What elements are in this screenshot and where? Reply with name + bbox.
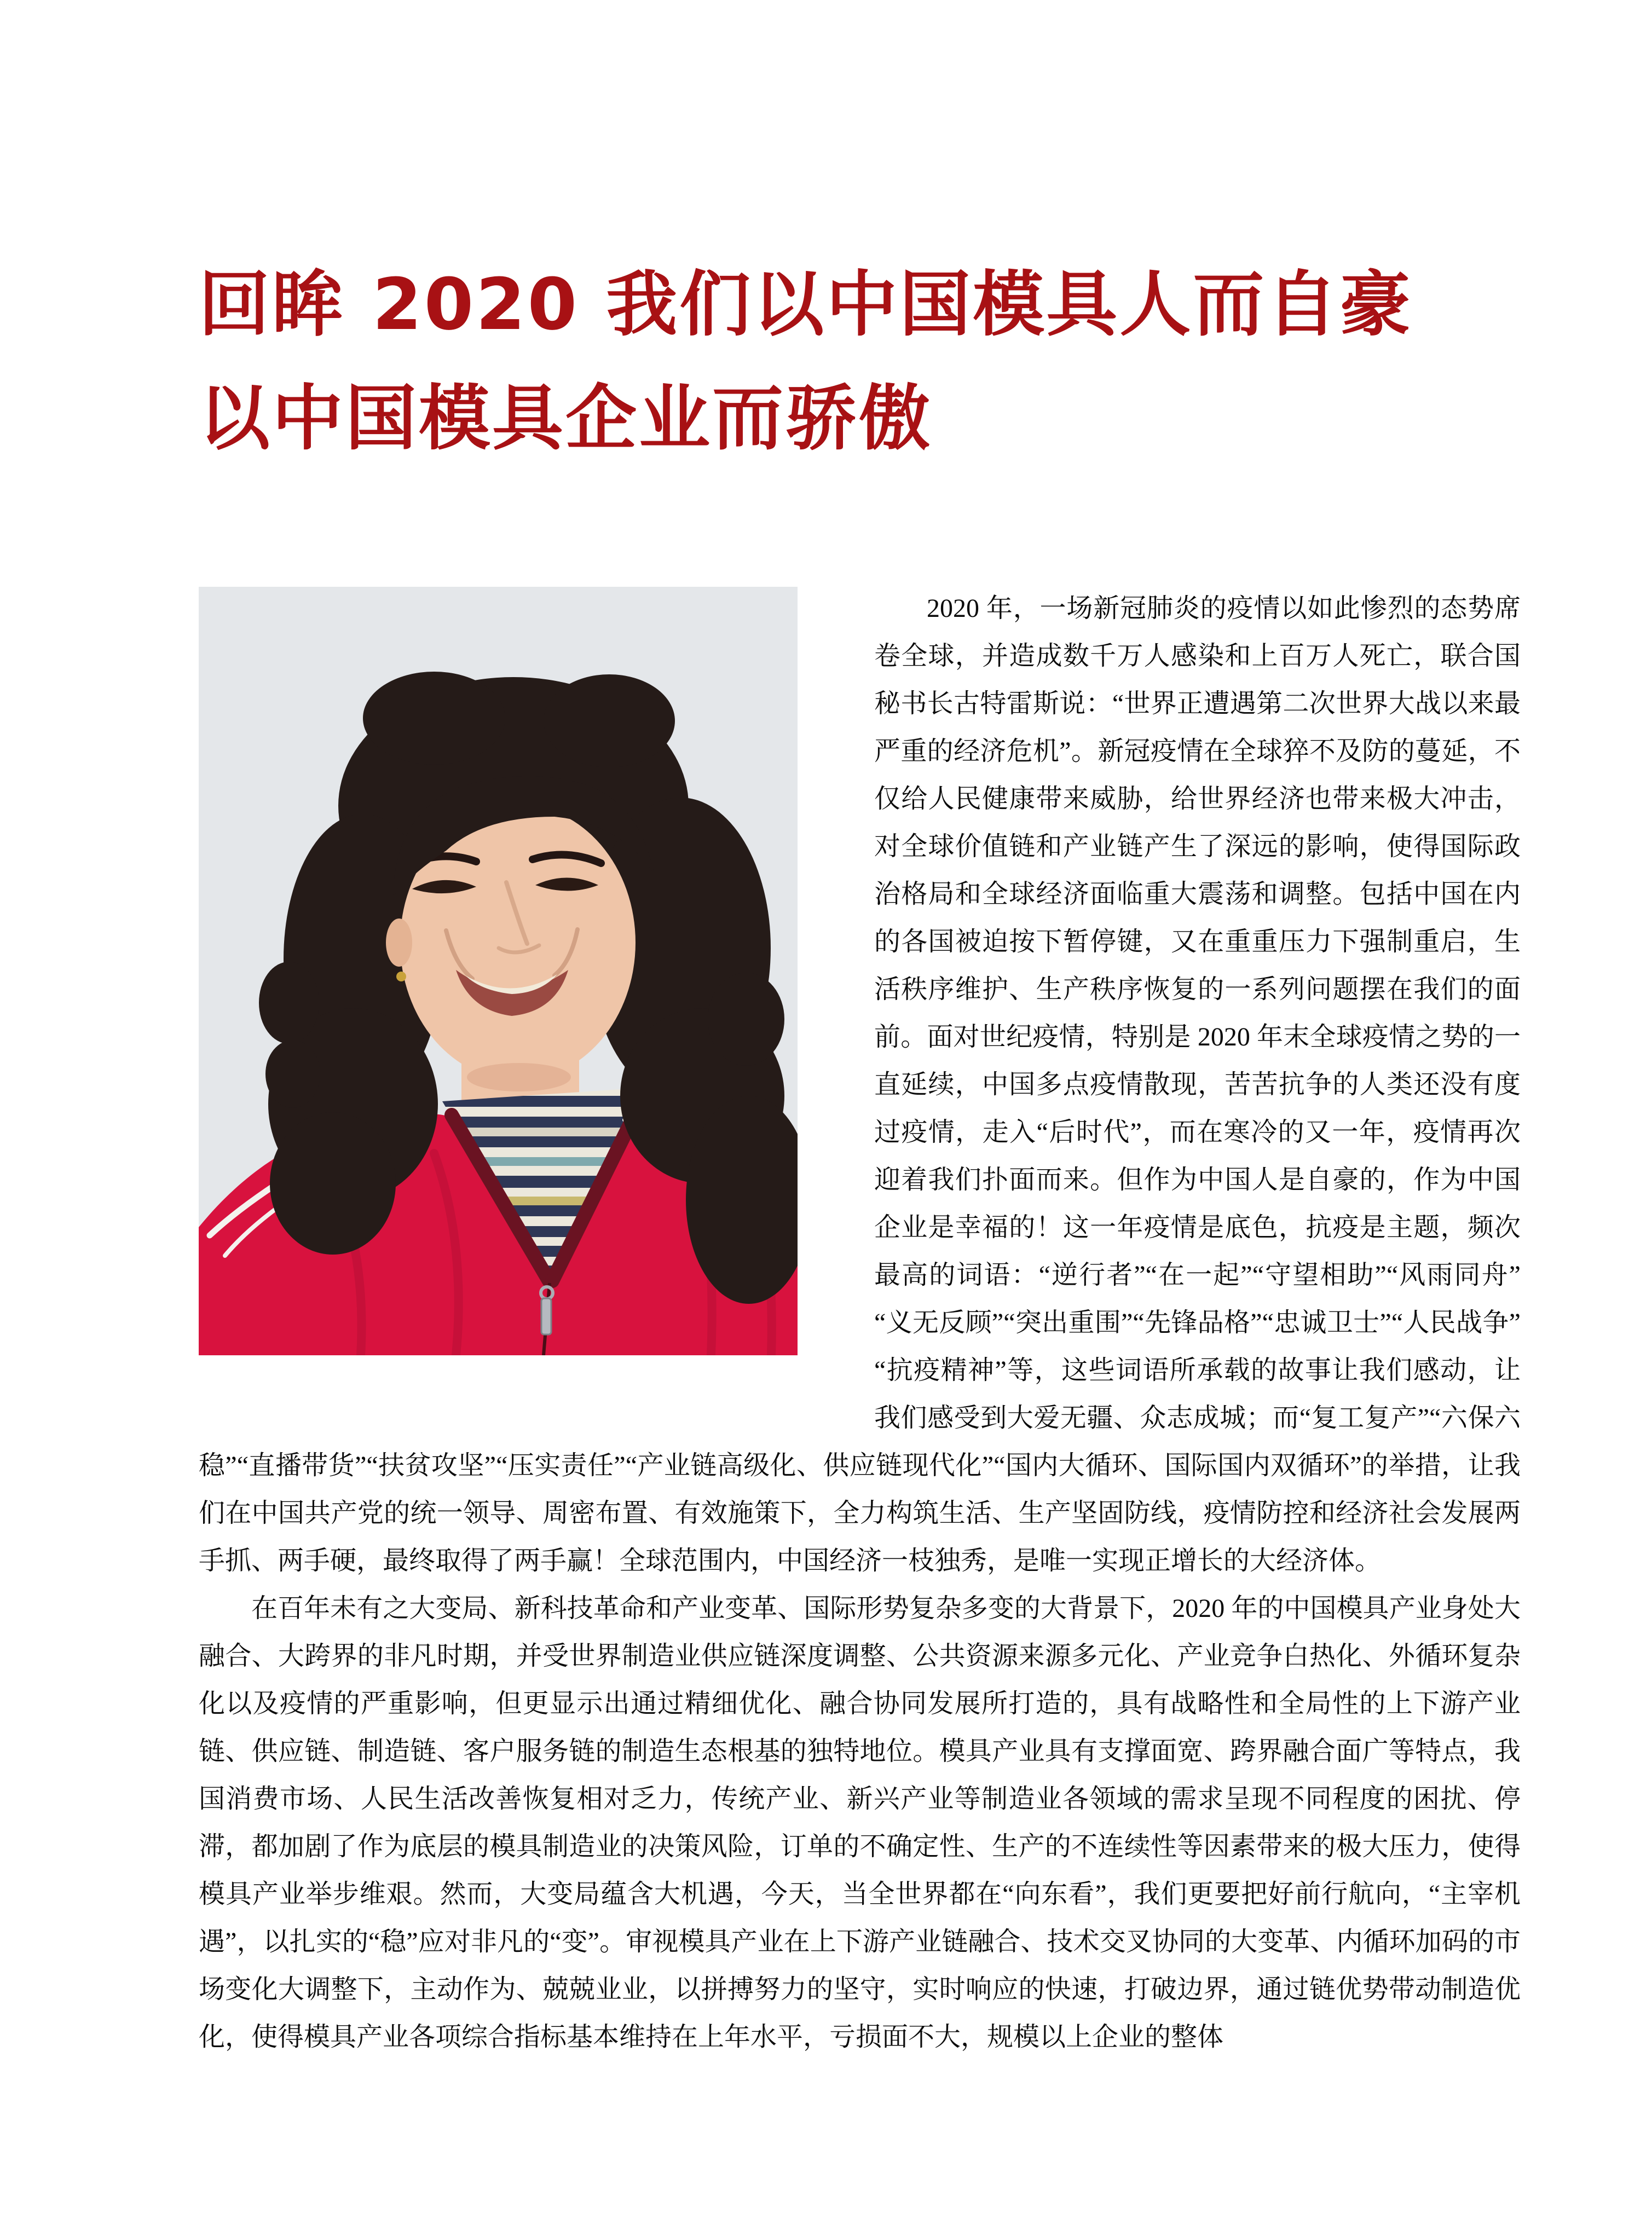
article-headline bbox=[199, 247, 1521, 475]
article-body bbox=[199, 585, 1521, 2061]
paragraph-mould-industry: 在百年未有之大变局、新科技革命和产业变革、国际形势复杂多变的大背景下，2020 年的中国模具产业身处大融合、大跨界的非凡时期，并受世界制造业供应链深度调整、公共资源来源多元化、产业竞争白热化、外循环复杂化以及疫情的严重影响，但更显示出通过精细优化、融合协同发展所打造的，具有战略性和全局性的上下游产业链、供应链、制造链、客户服务链的制造生态根基的独特地位。模具产业具有支撑面宽、跨界融合面广等特点，我国消费市场、人民生活改善恢复相对乏力，传统产业、新兴产业等制造业各领域的需求呈现不同程度的困扰、停滞，都加剧了作为底层的模具制造业的决策风险，订单的不确定性、生产的不连续性等因素带来的极大压力，使得模具产业举步维艰。然而，大变局蕴含大机遇，今天，当全世界都在“向东看”，我们更要把好前行航向，“主宰机遇”，以扎实的“稳”应对非凡的“变”。审视模具产业在上下游产业链融合、技术交叉协同的大变革、内循环加码的市场变化大调整下，主动作为、兢兢业业，以拼搏努力的坚守，实时响应的快速，打破边界，通过链优势带动制造优化，使得模具产业各项综合指标基本维持在上年水平，亏损面不大，规模以上企业的整体 bbox=[199, 1594, 1521, 2052]
portrait-photo-illustration bbox=[199, 587, 798, 1355]
headline-line-2: 以中国模具企业而骄傲 bbox=[199, 377, 933, 460]
headline-line-1: 回眸 2020 我们以中国模具人而自豪 bbox=[199, 263, 1413, 346]
earring bbox=[396, 972, 406, 981]
portrait-photo bbox=[199, 587, 798, 1355]
paragraph-pandemic-intro: 2020 年，一场新冠肺炎的疫情以如此惨烈的态势席卷全球，并造成数千万人感染和上百万人死亡，联合国秘书长古特雷斯说：“世界正遭遇第二次世界大战以来最严重的经济危机”。新冠疫情在全球猝不及防的蔓延，不仅给人民健康带来威胁，给世界经济也带来极大冲击，对全球价值链和产业链产生了深远的影响，使得国际政治格局和全球经济面临重大震荡和调整。包括中国在内的各国被迫按下暂停键，又在重重压力下强制重启，生活秩序维护、生产秩序恢复的一系列问题摆在我们的面前。面对世纪疫情，特别是 2020 年末全球疫情之势的一直延续，中国多点疫情散现，苦苦抗争的人类还没有度过疫情，走入“后时代”，而在寒冷的又一年，疫情再次迎着我们扑面而来。但作为中国人是自豪的，作为中国企业是幸福的！这一年疫情是底色，抗疫是主题，频次最高的词语：“逆行者”“在一起”“守望相助”“风雨同舟”“义无反顾”“突出重围”“先锋品格”“忠诚卫士”“人民战争”“抗疫精神”等，这些词语所承载的故事让我们感动，让我们感受到大爱无疆、众志成城；而“复工复产”“六保六稳”“直播带货”“扶贫攻坚”“压实责任”“产业链高级化、供应链现代化”“国内大循环、国际国内双循环”的举措，让我们在中国共产党的统一领导、周密布置、有效施策下，全力构筑生活、生产坚固防线，疫情防控和经济社会发展两手抓、两手硬，最终取得了两手赢！全球范围内，中国经济一枝独秀，是唯一实现正增长的大经济体。 bbox=[199, 594, 1521, 1575]
